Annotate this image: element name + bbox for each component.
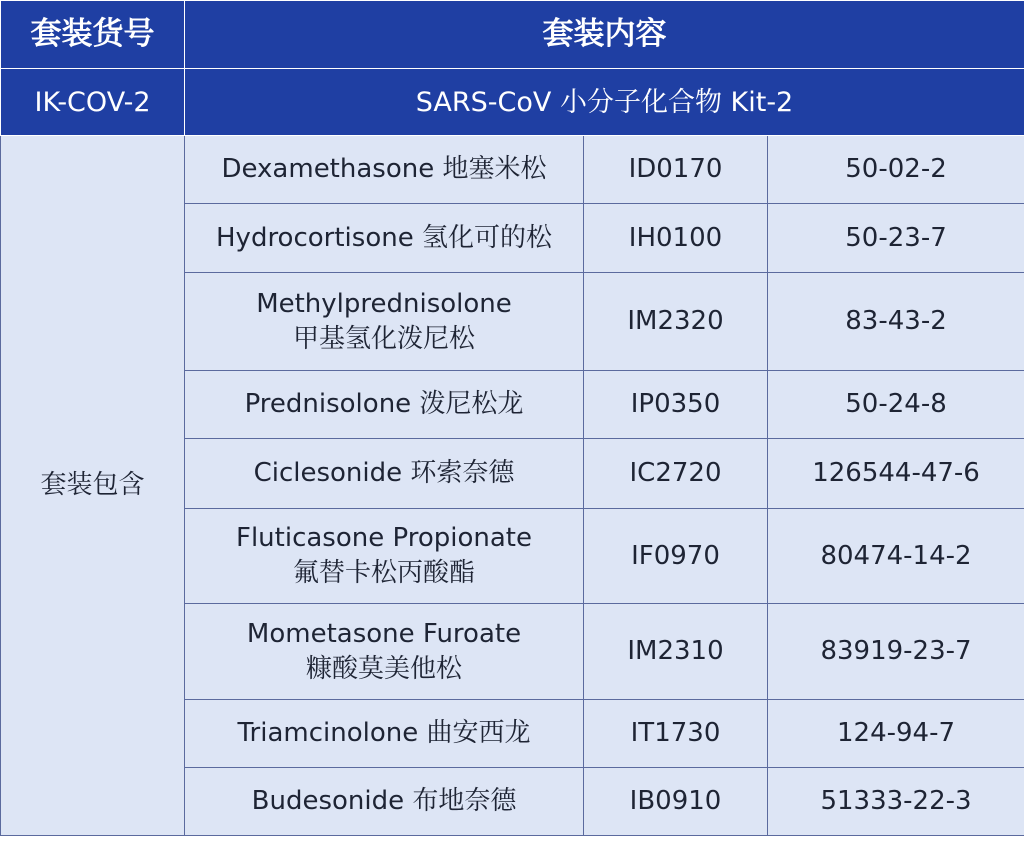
compound-name-line: Mometasone Furoate — [246, 618, 522, 649]
compound-name-line: Dexamethasone 地塞米松 — [221, 154, 547, 184]
compound-name — [185, 604, 584, 700]
compound-name-line: Ciclesonide 环索奈德 — [253, 458, 515, 488]
compound-name-line: Prednisolone 泼尼松龙 — [244, 389, 524, 419]
catalog-number: IM2320 — [584, 273, 768, 371]
compound-name — [185, 700, 584, 768]
kit-row — [1, 69, 1024, 136]
compound-name-line: 糠酸莫美他松 — [305, 653, 462, 684]
compound-name — [185, 204, 584, 273]
contains-label: 套装包含 — [1, 136, 185, 836]
cas-number: 83919-23-7 — [768, 604, 1024, 700]
compound-name — [185, 273, 584, 371]
table-row — [1, 136, 1024, 204]
catalog-number: IB0910 — [584, 768, 768, 836]
catalog-number: IH0100 — [584, 204, 768, 273]
compound-name-line: Budesonide 布地奈德 — [251, 786, 517, 816]
header-kit-id: 套装货号 — [1, 1, 185, 69]
compound-name-line: Methylprednisolone — [256, 288, 512, 319]
catalog-number: IF0970 — [584, 509, 768, 604]
compound-name-line: Fluticasone Propionate — [236, 523, 532, 553]
header-kit-content: 套装内容 — [185, 1, 1024, 69]
compound-name-line: Triamcinolone 曲安西龙 — [237, 718, 531, 748]
cas-number: 50-24-8 — [768, 371, 1024, 439]
cas-number: 50-02-2 — [768, 136, 1024, 204]
compound-name-line: Hydrocortisone 氢化可的松 — [216, 222, 552, 253]
cas-number: 83-43-2 — [768, 273, 1024, 371]
cas-number: 124-94-7 — [768, 700, 1024, 768]
compound-name-line: 氟替卡松丙酸酯 — [292, 558, 475, 588]
compound-name — [185, 439, 584, 509]
header-row — [1, 1, 1024, 69]
cas-number: 51333-22-3 — [768, 768, 1024, 836]
kit-id: IK-COV-2 — [1, 69, 185, 136]
cas-number: 80474-14-2 — [768, 509, 1024, 604]
cas-number: 126544-47-6 — [768, 439, 1024, 509]
catalog-number: ID0170 — [584, 136, 768, 204]
compound-name — [185, 136, 584, 204]
catalog-number: IP0350 — [584, 371, 768, 439]
kit-name: SARS-CoV 小分子化合物 Kit-2 — [185, 69, 1024, 136]
catalog-number: IM2310 — [584, 604, 768, 700]
compound-name — [185, 371, 584, 439]
compound-name — [185, 509, 584, 604]
cas-number: 50-23-7 — [768, 204, 1024, 273]
compound-name-line: 甲基氢化泼尼松 — [292, 323, 475, 354]
compound-name — [185, 768, 584, 836]
catalog-number: IT1730 — [584, 700, 768, 768]
catalog-number: IC2720 — [584, 439, 768, 509]
